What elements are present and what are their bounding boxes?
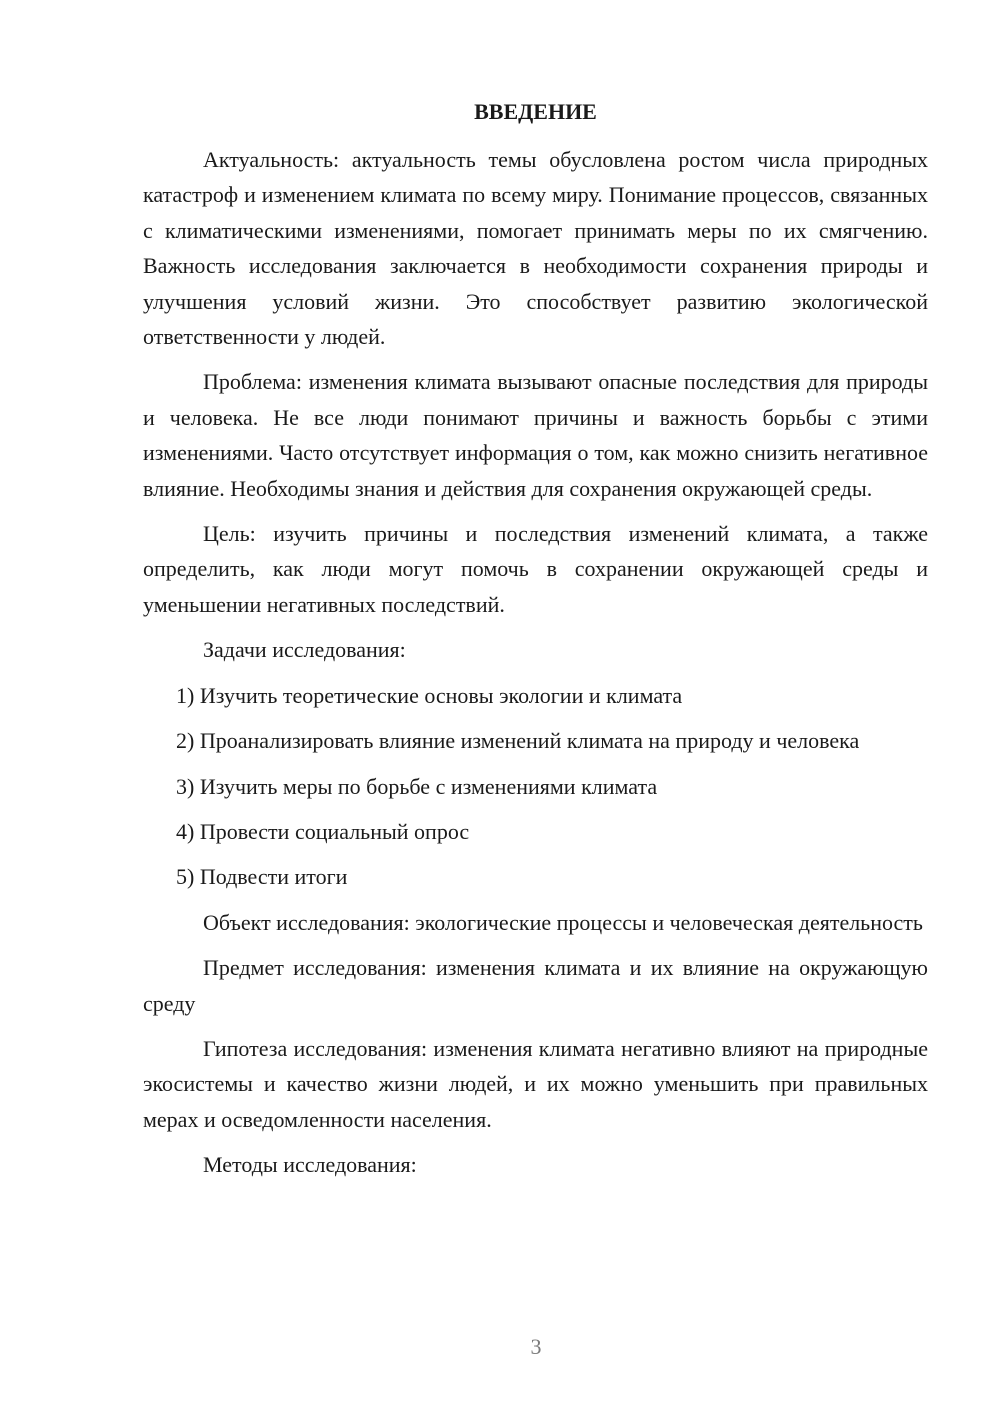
list-item: 1) Изучить теоретические основы экологии и климата — [176, 682, 683, 708]
list-item: 3) Изучить меры по борьбе с изменениями климата — [176, 773, 658, 799]
methods-heading: Методы исследования: — [203, 1152, 417, 1178]
page-number: 3 — [530, 1334, 542, 1359]
list-item: 4) Провести социальный опрос — [176, 818, 470, 844]
tasks-heading: Задачи исследования: — [203, 637, 406, 663]
paragraph-relevance: Актуальность: актуальность темы обусловлена ростом числа природных катастроф и изменением климата по всему миру. Понимание процессов, связанных с климатическими изменениями, помогает принимать меры по их смягчению. Важность исследования заключается в необходимости сохранения природы и улучшения условий жизни. Это способствует развитию экологической ответственности у людей. — [143, 147, 928, 350]
paragraph-object: Объект исследования: экологические процессы и человеческая деятельность — [203, 909, 923, 935]
list-item: 5) Подвести итоги — [176, 864, 348, 890]
paragraph-hypothesis: Гипотеза исследования: изменения климата негативно влияют на природные экосистемы и качество жизни людей, и их можно уменьшить при правильных мерах и осведомленности населения. — [143, 1035, 928, 1132]
paragraph-problem: Проблема: изменения климата вызывают опасные последствия для природы и человека. Не все люди понимают причины и важность борьбы с этими изменениями. Часто отсутствует информация о том, как можно снизить негативное влияние. Необходимы знания и действия для сохранения окружающей среды. — [143, 369, 928, 501]
paragraph-goal: Цель: изучить причины и последствия изменений климата, а также определить, как люди могут помочь в сохранении окружающей среды и уменьшении негативных последствий. — [143, 521, 928, 617]
tasks-list — [143, 678, 928, 895]
list-item: 2) Проанализировать влияние изменений климата на природу и человека — [176, 728, 860, 754]
document-page — [143, 94, 928, 1193]
page-title: ВВЕДЕНИЕ — [474, 99, 597, 124]
paragraph-subject: Предмет исследования: изменения климата и их влияние на окружающую среду — [143, 955, 928, 1016]
